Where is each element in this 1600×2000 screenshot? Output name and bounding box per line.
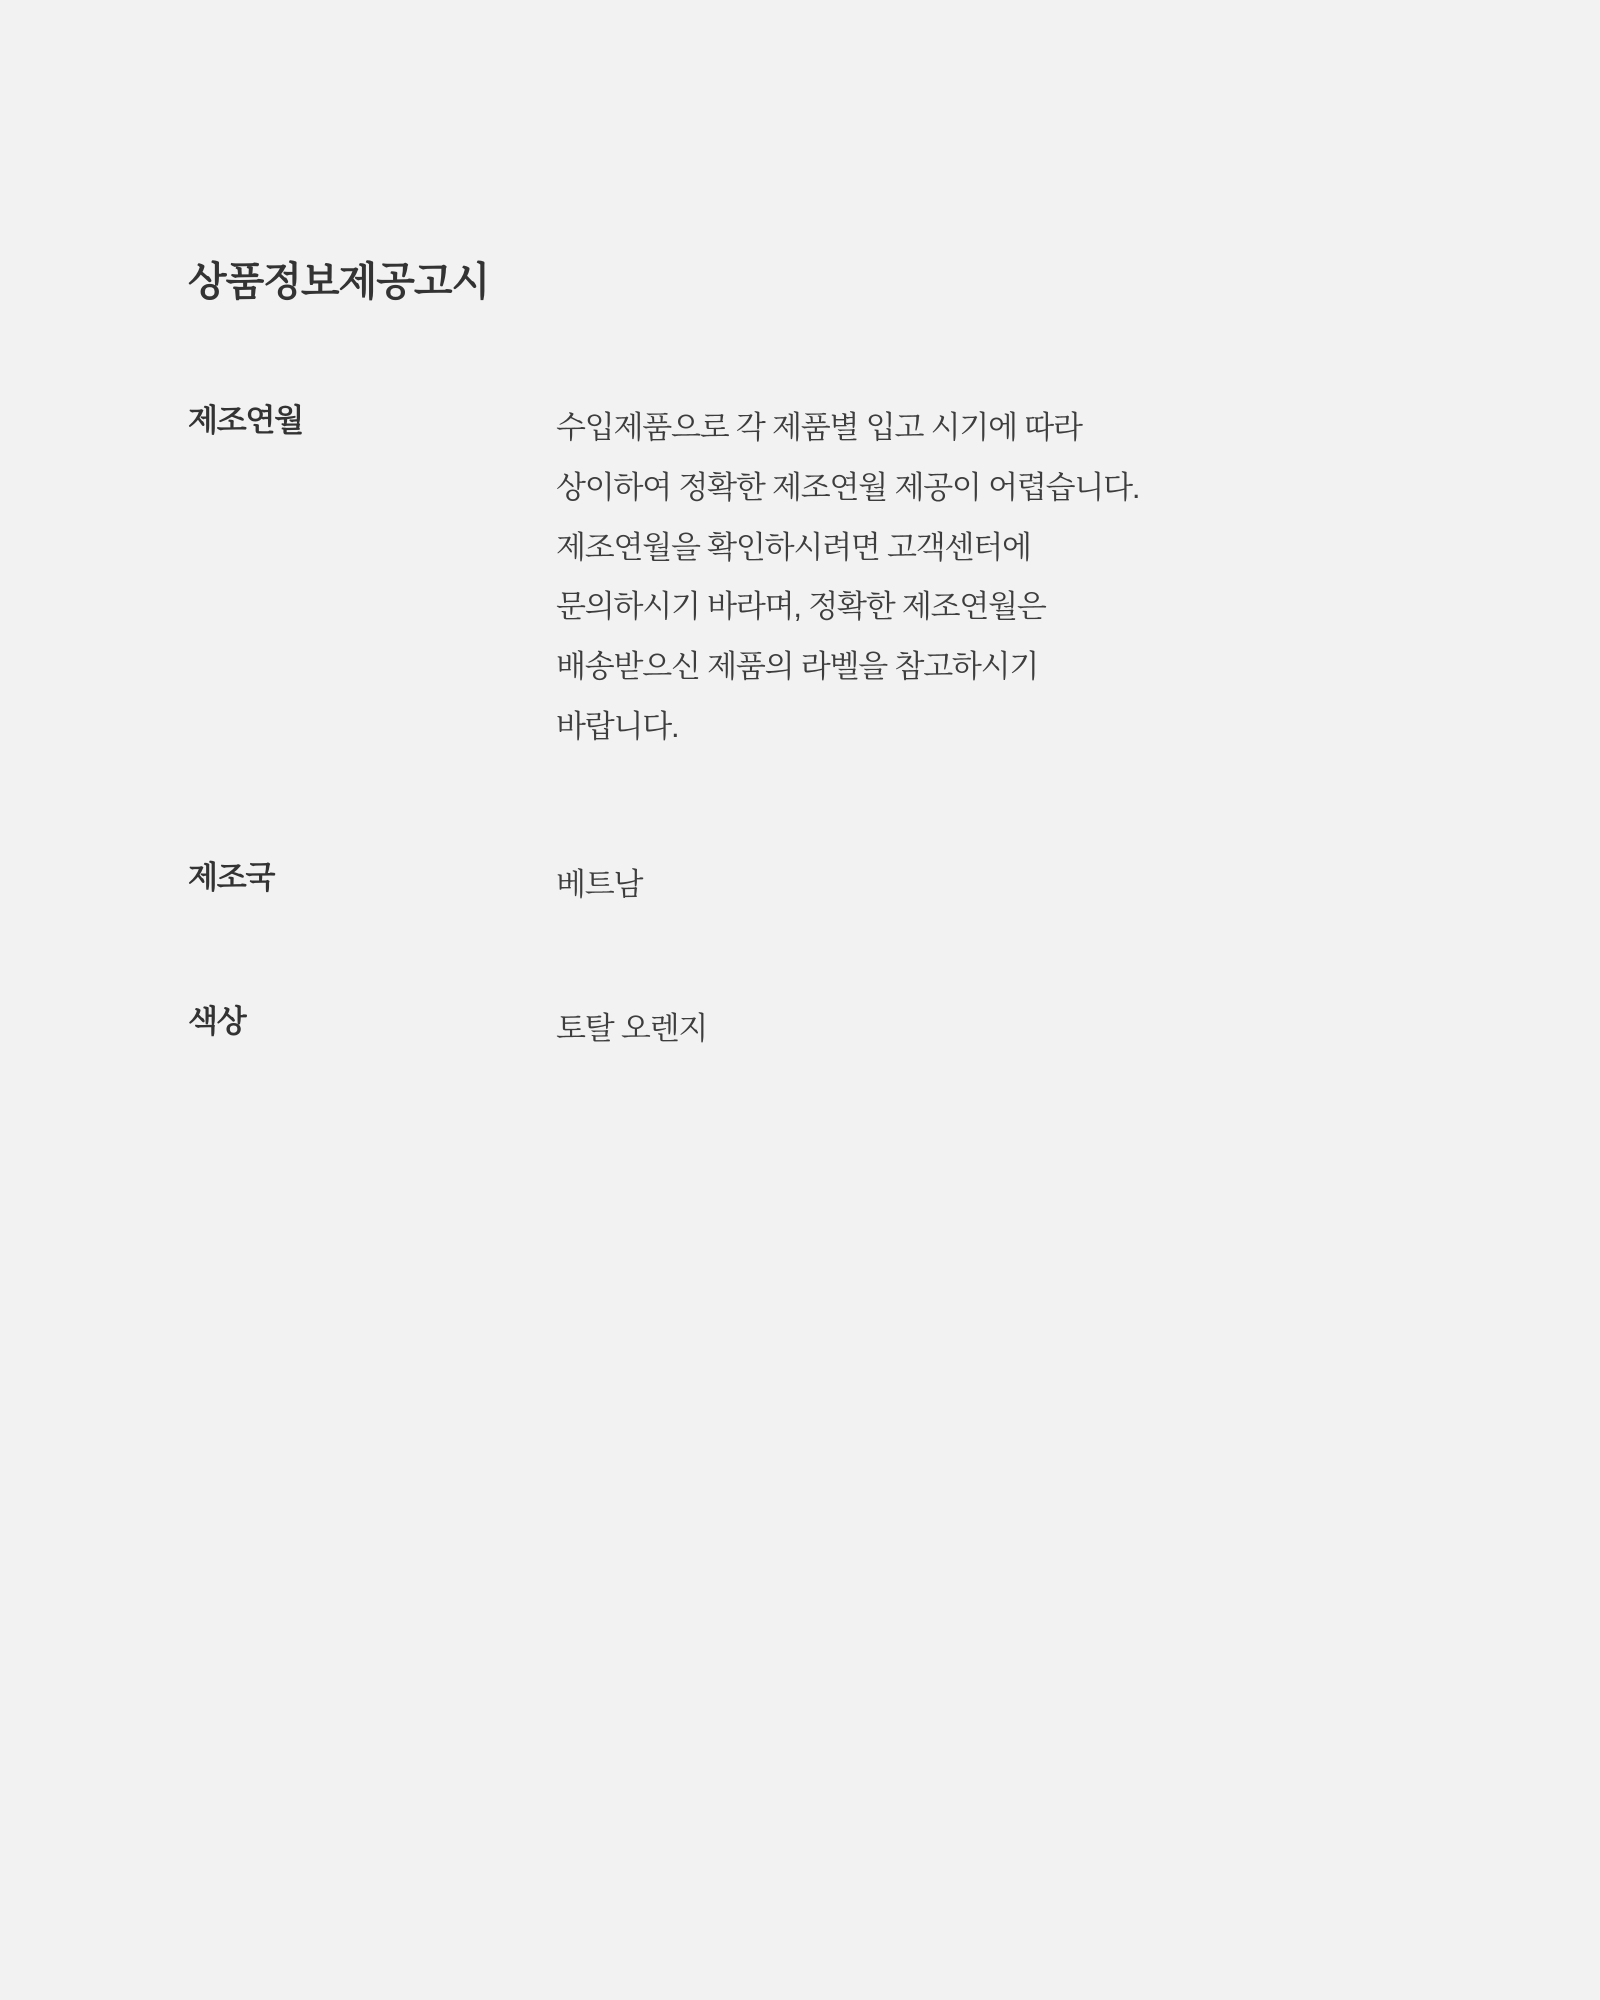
info-label-color: 색상 xyxy=(188,1003,246,1039)
value-line: 문의하시기 바라며, 정확한 제조연월은 xyxy=(556,589,1046,625)
info-value-manufacture-date xyxy=(556,398,1600,757)
value-line: 수입제품으로 각 제품별 입고 시기에 따라 xyxy=(556,410,1082,445)
value-line: 상이하여 정확한 제조연월 제공이 어렵습니다. xyxy=(556,469,1140,505)
info-value-color xyxy=(556,999,1600,1059)
info-label-manufacture-date: 제조연월 xyxy=(188,403,303,438)
value-line: 바랍니다. xyxy=(556,709,679,745)
table-row xyxy=(188,398,1600,757)
table-row xyxy=(188,855,1600,915)
value-line: 제조연월을 확인하시려면 고객센터에 xyxy=(556,529,1031,565)
value-line: 베트남 xyxy=(556,866,643,902)
page-title: 상품정보제공고시 xyxy=(188,260,490,304)
info-value-origin-country xyxy=(556,855,1600,915)
value-line: 토탈 오렌지 xyxy=(556,1010,708,1046)
table-row xyxy=(188,999,1600,1059)
info-label-origin-country: 제조국 xyxy=(188,859,275,895)
value-line: 배송받으신 제품의 라벨을 참고하시기 xyxy=(556,649,1039,685)
product-info-table xyxy=(188,398,1600,1059)
